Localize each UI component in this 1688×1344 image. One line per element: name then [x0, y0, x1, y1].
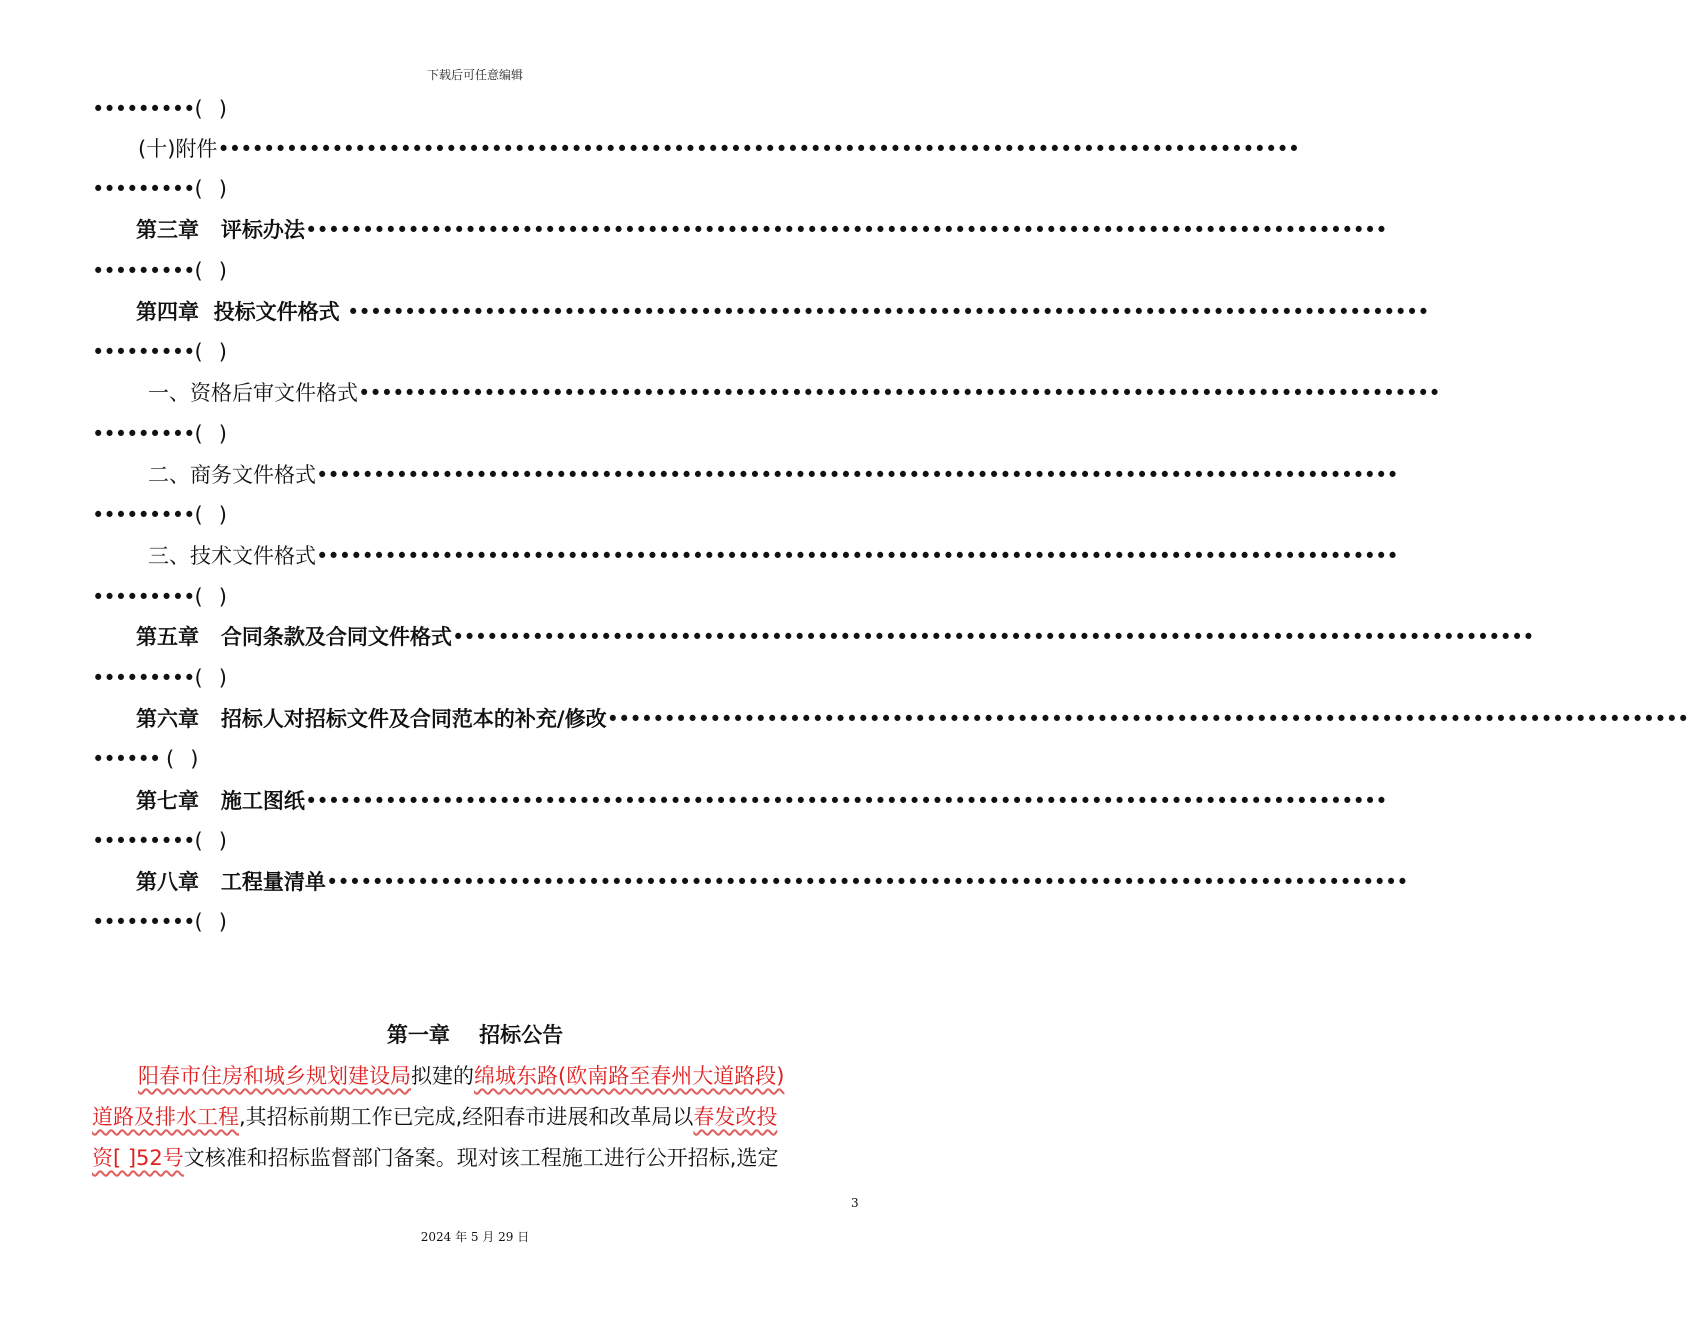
toc-continuation: •••••••••( ) — [92, 503, 226, 527]
red-text: 春发改投 — [693, 1105, 778, 1129]
toc-leader-dots: ••••••••••••••••••••••••••••••••••••••••••••••••••••••••••••••••••••••••••••••••••••••••••••••• — [316, 544, 1398, 568]
toc-entry[interactable] — [92, 622, 1534, 652]
toc-entry[interactable] — [92, 215, 1387, 245]
toc-continuation: •••••••••( ) — [92, 340, 226, 364]
toc-entry-label: 第五章 合同条款及合同文件格式 — [136, 625, 452, 649]
toc-entry[interactable] — [92, 786, 1387, 816]
toc-entry-label: 第四章 投标文件格式 — [136, 300, 347, 324]
toc-entry[interactable] — [92, 134, 1300, 164]
toc-continuation: •••••••••( ) — [92, 422, 226, 446]
toc-leader-dots: ••••••••••••••••••••••••••••••••••••••••••••••••••••••••••••••••••••••••••••••••••••••••••••••• — [358, 381, 1440, 405]
red-text: 阳春市住房和城乡规划建设局 — [138, 1064, 411, 1088]
toc-entry[interactable] — [92, 704, 1688, 734]
toc-entry-label: 第七章 施工图纸 — [136, 789, 305, 813]
toc-entry[interactable] — [92, 297, 1429, 327]
chapter-paragraph — [92, 1056, 860, 1179]
toc-continuation: •••••••••( ) — [92, 910, 226, 934]
toc-leader-dots: ••••••••••••••••••••••••••••••••••••••••••••••••••••••••••••••••••••••••••••••••••••••••••••••• — [304, 218, 1387, 242]
page-number: 3 — [851, 1196, 859, 1210]
toc-leader-dots: ••••••••••••••••••••••••••••••••••••••••••••••••••••••••••••••••••••••••••••••••••••••••••••••• — [316, 463, 1398, 487]
toc-leader-dots: ••••••••••••••••••••••••••••••••••••••••••••••••••••••••••••••••••••••••••••••••••••••••••••••• — [325, 870, 1408, 894]
body-text: ,其招标前期工作已完成,经阳春市进展和改革局以 — [239, 1105, 694, 1129]
red-text: 绵城东路(欧南路至春州大道路段) — [474, 1064, 785, 1088]
toc-entry-label: (十)附件 — [138, 137, 218, 161]
toc-leader-dots: ••••••••••••••••••••••••••••••••••••••••••••••••••••••••••••••••••••••••••••••••••••••••••••••• — [451, 625, 1534, 649]
page-header: 下载后可任意编辑 — [426, 68, 523, 82]
toc-leader-dots: ••••••••••••••••••••••••••••••••••••••••••••••••••••••••••••••••••••••••••••••••••••••••••••••• — [304, 789, 1387, 813]
toc-entry-label: 第三章 评标办法 — [136, 218, 305, 242]
paragraph-line — [92, 1138, 860, 1179]
paragraph-line — [92, 1056, 860, 1097]
toc-entry[interactable] — [92, 541, 1398, 571]
toc-leader-dots: ••••••••••••••••••••••••••••••••••••••••••••••••••••••••••••••••••••••••••••••••••••••••••••••• — [606, 707, 1688, 731]
toc-leader-dots: ••••••••••••••••••••••••••••••••••••••••••••••••••••••••••••••••••••••••••••••••••••••••••••••• — [346, 300, 1429, 324]
footer-date: 2024 年 5 月 29 日 — [420, 1230, 530, 1244]
red-text: 道路及排水工程 — [92, 1105, 239, 1129]
body-text: 拟建的 — [411, 1064, 474, 1088]
toc-entry-label: 第六章 招标人对招标文件及合同范本的补充/修改 — [136, 707, 607, 731]
toc-continuation: •••••• ( ) — [92, 747, 198, 771]
red-text: 资[ ]52号 — [92, 1146, 184, 1170]
toc-entry[interactable] — [92, 460, 1398, 490]
chapter-title: 第一章 招标公告 — [386, 1023, 564, 1047]
paragraph-line — [92, 1097, 860, 1138]
toc-continuation: •••••••••( ) — [92, 585, 226, 609]
toc-leader-dots: ••••••••••••••••••••••••••••••••••••••••••••••••••••••••••••••••••••••••••••••••••••••••••••••• — [217, 137, 1300, 161]
toc-continuation: •••••••••( ) — [92, 97, 226, 121]
body-text: 文核准和招标监督部门备案。现对该工程施工进行公开招标,选定 — [183, 1146, 779, 1170]
toc-entry-label: 第八章 工程量清单 — [136, 870, 326, 894]
toc-continuation: •••••••••( ) — [92, 829, 226, 853]
toc-continuation: •••••••••( ) — [92, 259, 226, 283]
toc-continuation: •••••••••( ) — [92, 666, 226, 690]
toc-continuation: •••••••••( ) — [92, 177, 226, 201]
toc-entry-label: 二、商务文件格式 — [148, 463, 316, 487]
toc-entry-label: 一、资格后审文件格式 — [148, 381, 358, 405]
toc-entry[interactable] — [92, 378, 1440, 408]
toc-entry-label: 三、技术文件格式 — [148, 544, 316, 568]
toc-entry[interactable] — [92, 867, 1408, 897]
